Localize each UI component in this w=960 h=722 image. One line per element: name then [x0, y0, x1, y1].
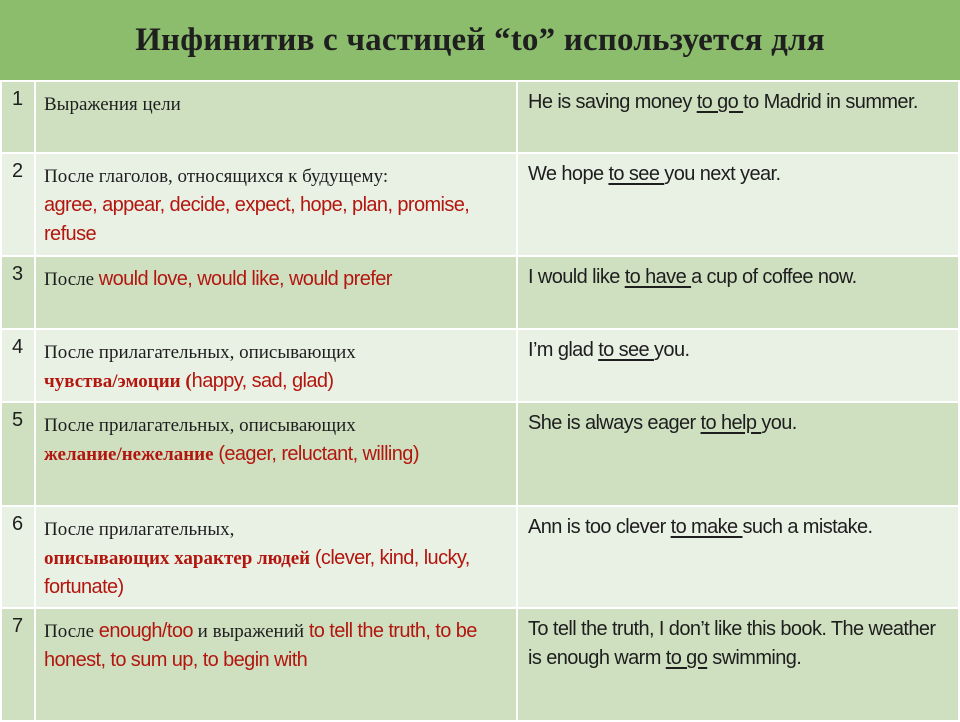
example-post: a cup of coffee now.: [691, 266, 857, 288]
rule-keywords: happy, sad, glad): [191, 370, 334, 392]
example-post: you.: [761, 412, 797, 434]
table-row: [1, 329, 959, 402]
example-pre: I would like: [528, 266, 625, 288]
row-number: 1: [1, 81, 35, 153]
rule-keywords: would love, would like, would prefer: [98, 268, 392, 290]
table-row: [1, 402, 959, 506]
rule-description: [35, 329, 517, 402]
example-sentence: [517, 329, 959, 402]
example-sentence: [517, 153, 959, 256]
example-post: to Madrid in summer.: [743, 91, 918, 113]
example-infinitive: to see: [598, 339, 655, 361]
rule-keywords-2: to tell the truth, to be honest, to sum up, to begin with: [44, 620, 477, 671]
rule-text: После прилагательных, описывающих: [44, 415, 356, 436]
example-post: you next year.: [664, 163, 781, 185]
example-infinitive: to go: [665, 647, 708, 669]
table-row: [1, 153, 959, 256]
example-infinitive: to make: [670, 516, 743, 538]
table-row: [1, 256, 959, 329]
rule-text: После прилагательных, описывающих: [44, 342, 356, 363]
example-pre: To tell the truth, I don’t like this book. The weather is enough warm: [528, 618, 936, 669]
rule-text: После глаголов, относящихся к будущему:: [44, 166, 389, 187]
rule-keywords: agree, appear, decide, expect, hope, plan, promise, refuse: [44, 194, 470, 245]
example-pre: Ann is too clever: [528, 516, 671, 538]
rule-category: чувства/эмоции (: [44, 371, 192, 392]
example-pre: We hope: [528, 163, 609, 185]
rule-description: [35, 608, 517, 721]
rule-category: описывающих характер людей: [44, 548, 315, 569]
example-infinitive: to help: [700, 412, 762, 434]
example-infinitive: to see: [608, 163, 665, 185]
example-sentence: [517, 402, 959, 506]
rule-text: После прилагательных,: [44, 519, 235, 540]
rule-description: [35, 506, 517, 608]
rule-keywords: enough/too: [98, 620, 193, 642]
row-number: 3: [1, 256, 35, 329]
table-row: [1, 608, 959, 721]
example-infinitive: to go: [696, 91, 744, 113]
row-number: 2: [1, 153, 35, 256]
row-number: 4: [1, 329, 35, 402]
example-post: such a mistake.: [742, 516, 873, 538]
row-number: 6: [1, 506, 35, 608]
table-row: [1, 81, 959, 153]
rule-description: [35, 256, 517, 329]
table-row: [1, 506, 959, 608]
row-number: 5: [1, 402, 35, 506]
rule-text: После: [44, 621, 99, 642]
example-sentence: [517, 608, 959, 721]
example-infinitive: to have: [624, 266, 692, 288]
rule-keywords: (eager, reluctant, willing): [218, 443, 419, 465]
rule-category: желание/нежелание: [44, 444, 219, 465]
rule-description: [35, 81, 517, 153]
title-bar: [0, 0, 960, 80]
example-post: swimming.: [707, 647, 802, 669]
example-sentence: [517, 256, 959, 329]
example-pre: She is always eager: [528, 412, 701, 434]
rule-text: Выражения цели: [44, 94, 181, 115]
rule-text-2: и выражений: [192, 621, 309, 642]
example-pre: He is saving money: [528, 91, 697, 113]
example-pre: I’m glad: [528, 339, 599, 361]
rule-text: После: [44, 269, 99, 290]
page-title: Инфинитив с частицей “to” используется для: [135, 21, 825, 58]
rule-keywords: (clever, kind, lucky, fortunate): [44, 547, 470, 598]
example-sentence: [517, 506, 959, 608]
row-number: 7: [1, 608, 35, 721]
example-post: you.: [654, 339, 690, 361]
rule-description: [35, 153, 517, 256]
example-sentence: [517, 81, 959, 153]
rules-table: [0, 80, 960, 722]
rule-description: [35, 402, 517, 506]
